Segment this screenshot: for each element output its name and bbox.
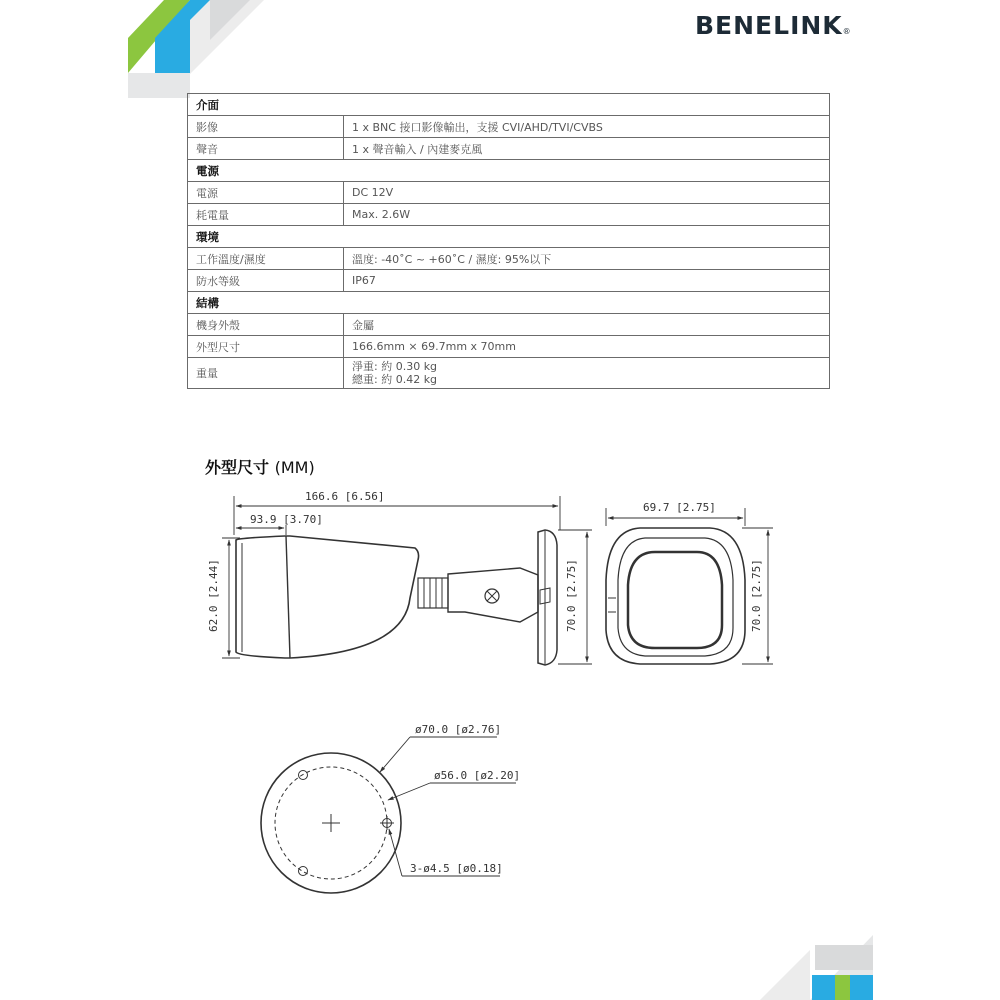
spec-label: 防水等級 [188,270,344,292]
spec-section-label: 電源 [188,160,830,182]
dim-hole-circle: ø56.0 [ø2.20] [434,769,521,782]
spec-value-line: 1 x BNC 接口影像輸出，支援 CVI/AHD/TVI/CVBS [352,120,603,134]
spec-value-line: IP67 [352,274,376,287]
spec-label: 聲音 [188,138,344,160]
spec-section-label: 介面 [188,94,830,116]
spec-value-line: 166.6mm × 69.7mm x 70mm [352,340,516,353]
dim-body-length: 93.9 [3.70] [250,513,323,526]
spec-value-line: DC 12V [352,186,394,199]
dim-mount-height: 70.0 [2.75] [565,559,578,632]
side-view [236,530,557,665]
dimensions-title-unit: (MM) [274,458,315,477]
brand-name: BENELINK [695,11,843,40]
spec-label: 重量 [188,358,344,389]
dim-front-width: 69.7 [2.75] [643,501,716,514]
registered-mark: ® [842,27,852,36]
dim-body-height: 62.0 [2.44] [207,559,220,632]
spec-value-line: Max. 2.6W [352,208,411,221]
spec-value-line: 溫度: -40˚C ~ +60˚C / 濕度: 95%以下 [352,252,552,266]
spec-label: 機身外殼 [188,314,344,336]
spec-label: 電源 [188,182,344,204]
dim-holes: 3-ø4.5 [ø0.18] [410,862,503,875]
front-view [606,528,745,664]
spec-label: 耗電量 [188,204,344,226]
spec-label: 外型尺寸 [188,336,344,358]
spec-value-line: 淨重: 約 0.30 kg [352,360,438,373]
dimensions-title-text: 外型尺寸 [205,458,270,477]
dim-base-diameter: ø70.0 [ø2.76] [415,723,502,736]
spec-value-line: 1 x 聲音輸入 / 內建麥克風 [352,142,483,156]
spec-section-label: 結構 [188,292,830,314]
base-view [261,753,401,893]
spec-value-line: 金屬 [352,318,374,332]
dim-total-length: 166.6 [6.56] [305,490,385,503]
spec-label: 工作溫度/濕度 [188,248,344,270]
dim-front-height: 70.0 [2.75] [750,559,763,632]
spec-value-line: 總重: 約 0.42 kg [352,373,438,386]
spec-label: 影像 [188,116,344,138]
spec-section-label: 環境 [188,226,830,248]
